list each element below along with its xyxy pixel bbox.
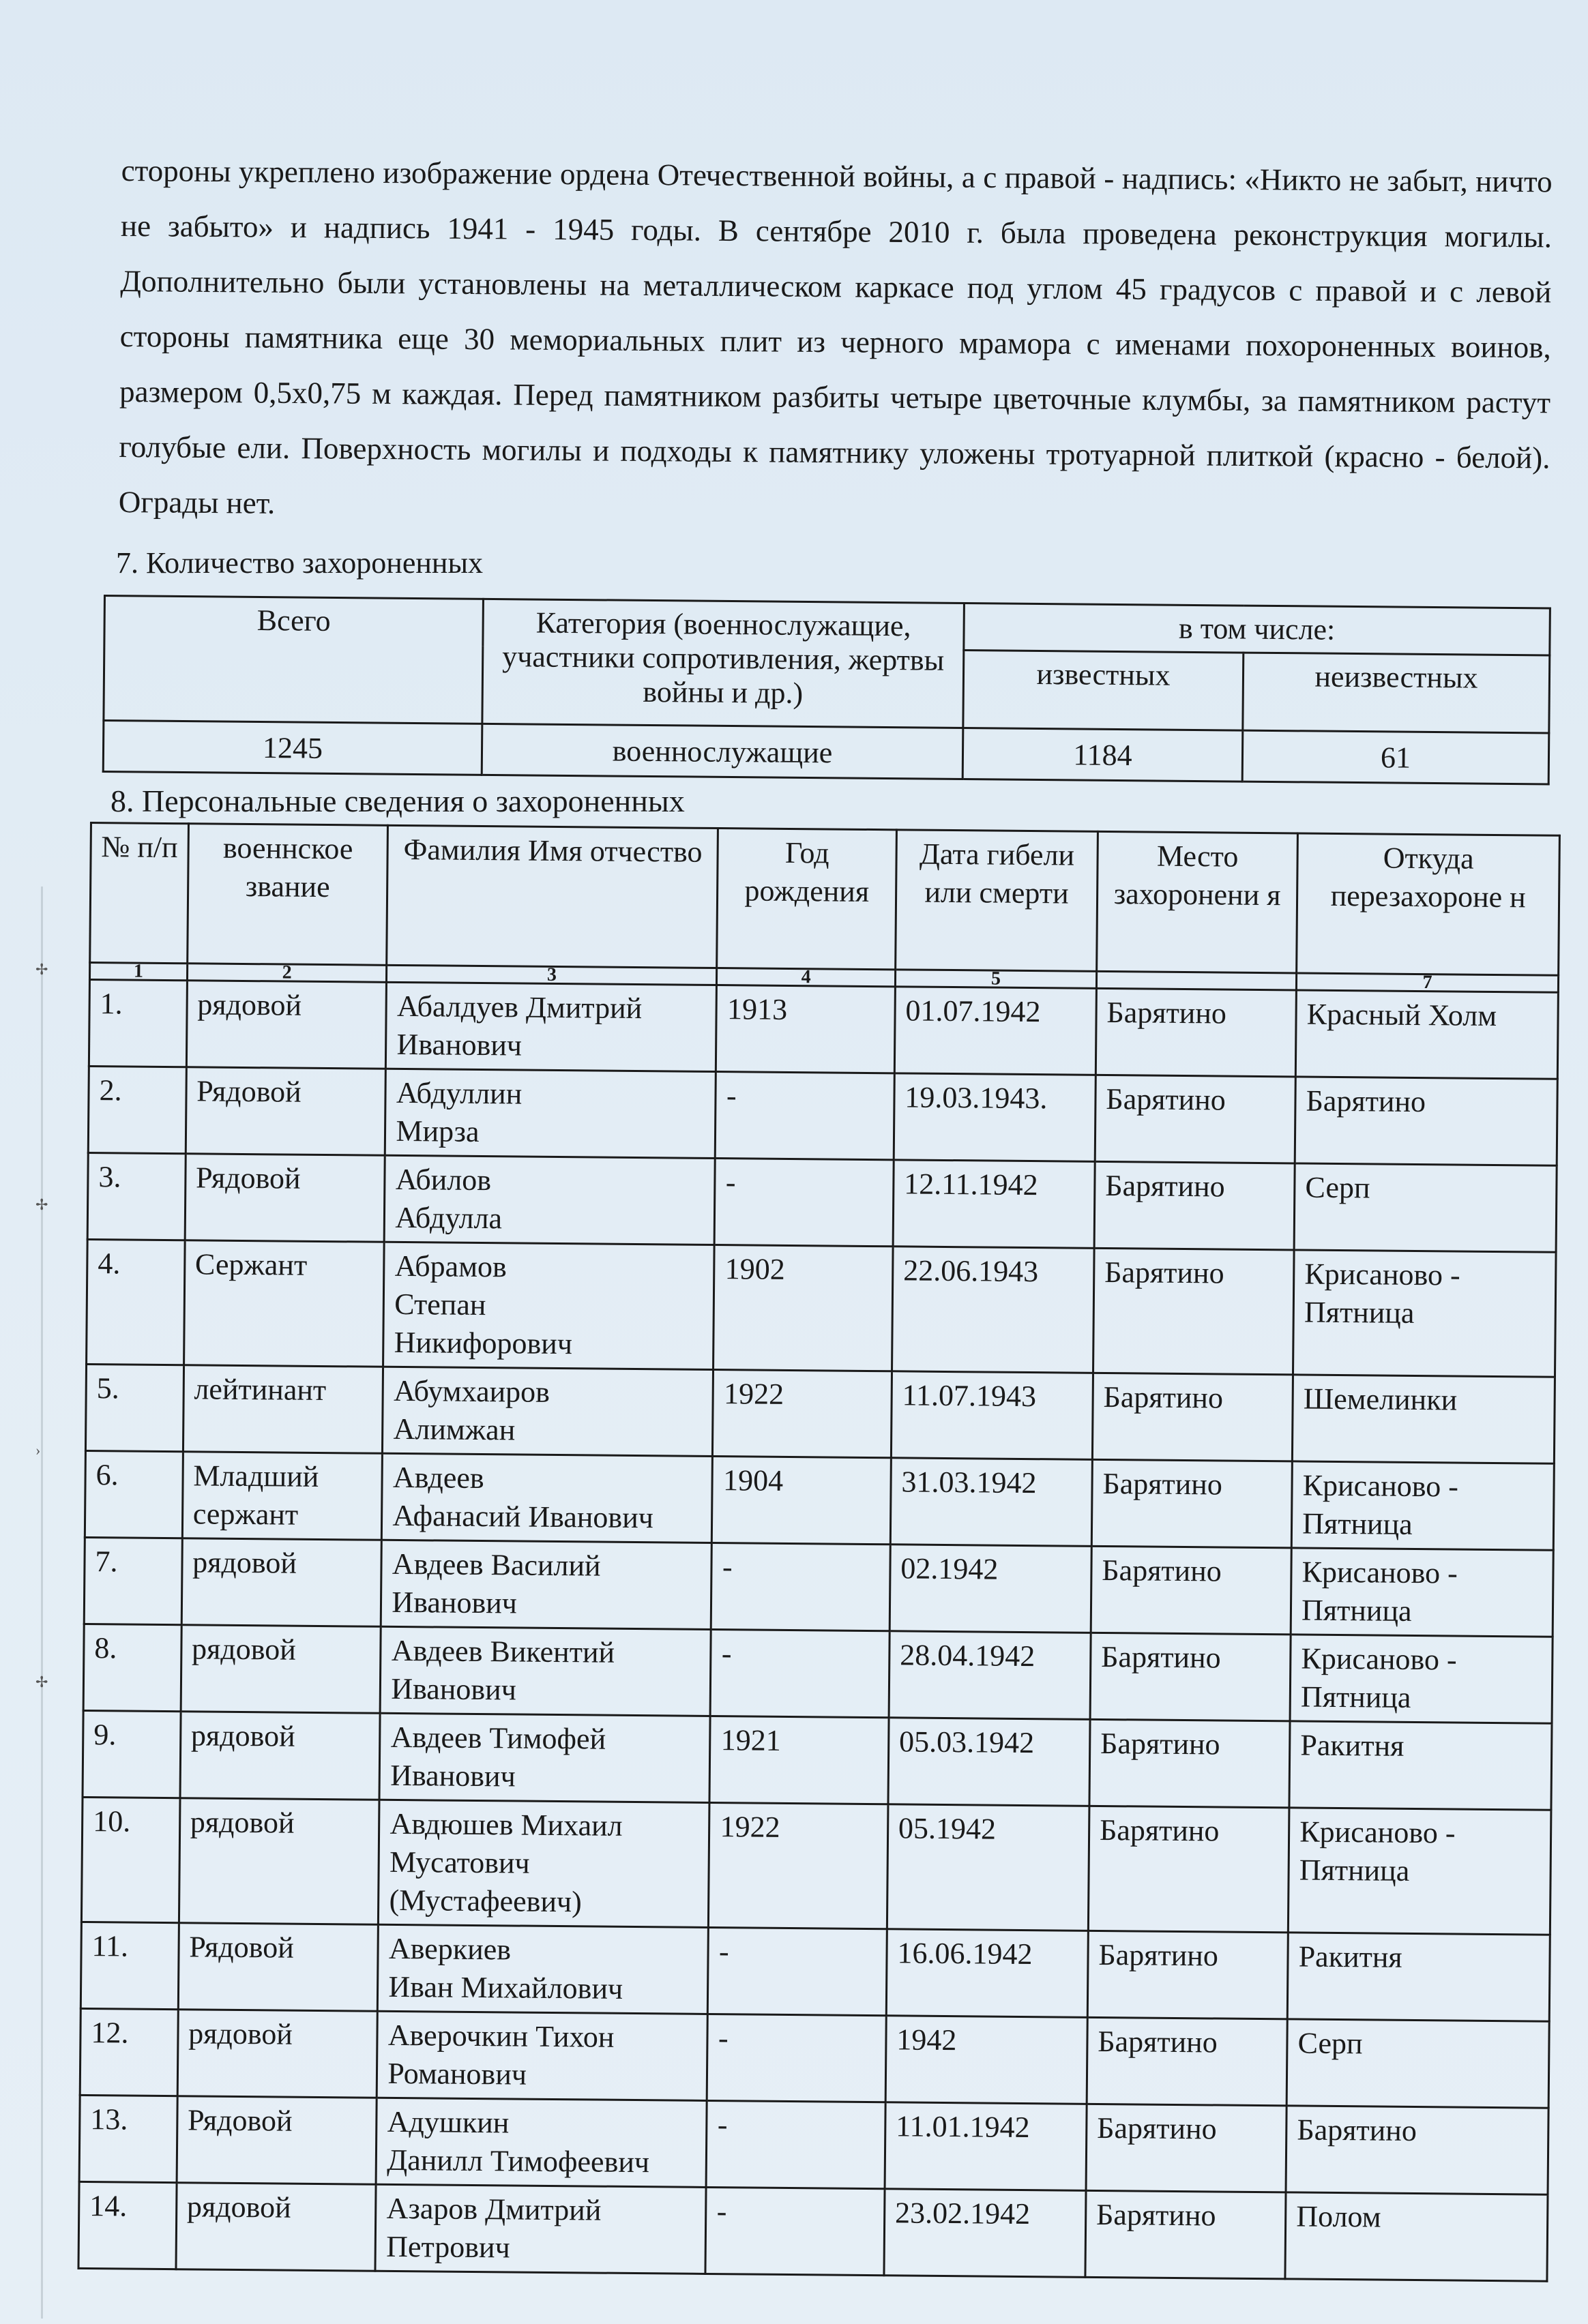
staple-hole-icon: ›	[35, 1442, 41, 1459]
full-name	[379, 1713, 710, 1802]
table-row	[88, 1066, 1557, 1165]
military-rank: рядовой	[181, 1538, 382, 1627]
name-line: Адушкин	[387, 2104, 510, 2140]
header-death-date: Дата гибели или смерти	[896, 830, 1098, 972]
death-date: 01.07.1942	[894, 987, 1096, 1075]
row-number: 6.	[85, 1450, 183, 1538]
name-line: Авдюшев Михаил	[389, 1806, 623, 1843]
header-category: Категория (военнослужащие, участники сопротивления, жертвы войны и др.)	[482, 599, 965, 728]
category-value: военнослужащие	[482, 724, 963, 779]
burial-place: Барятино	[1094, 1161, 1295, 1250]
name-line: Романович	[387, 2056, 527, 2091]
military-rank: Рядовой	[185, 1154, 385, 1242]
column-number: 3	[387, 965, 717, 985]
reburied-from: Ракитня	[1287, 1933, 1550, 2021]
reburied-from: Крисаново - Пятница	[1290, 1635, 1553, 1723]
birth-year: 1922	[709, 1802, 888, 1928]
military-rank: Рядовой	[177, 2096, 377, 2185]
name-line: Авдеев Василий	[392, 1547, 601, 1583]
full-name	[385, 1155, 716, 1245]
full-name	[383, 1242, 715, 1369]
name-line: Абдуллин	[396, 1075, 523, 1111]
name-line: Аверкиев	[388, 1931, 512, 1967]
military-rank: рядовой	[186, 981, 387, 1069]
staple-hole-icon: ✢	[35, 1673, 48, 1690]
row-number: 8.	[83, 1624, 181, 1711]
name-line: Азаров Дмитрий	[386, 2191, 602, 2227]
birth-year: -	[715, 1159, 894, 1247]
reburied-from: Барятино	[1295, 1077, 1557, 1165]
unknown-value: 61	[1242, 730, 1549, 784]
binding-crease	[41, 887, 43, 2319]
military-rank: Рядовой	[178, 1923, 379, 2012]
reburied-from: Шемелинки	[1293, 1375, 1555, 1463]
burial-count-table	[102, 595, 1551, 786]
birth-year: 1913	[716, 985, 896, 1073]
section-7-title: 7. Количество захороненных	[116, 546, 484, 580]
table-row	[80, 2008, 1549, 2108]
staple-hole-icon: ✢	[35, 961, 48, 978]
military-rank: рядовой	[180, 1712, 381, 1800]
name-line: Абумхаиров	[393, 1373, 550, 1409]
name-line: Иванович	[396, 1027, 523, 1062]
death-date: 05.1942	[887, 1804, 1089, 1931]
table-row	[84, 1537, 1553, 1637]
death-date: 28.04.1942	[889, 1631, 1091, 1720]
row-number: 12.	[80, 2008, 178, 2096]
birth-year: 1902	[714, 1245, 893, 1371]
military-rank: рядовой	[176, 2183, 377, 2271]
death-date: 31.03.1942	[890, 1458, 1092, 1547]
full-name	[385, 1069, 716, 1158]
header-total: Всего	[104, 596, 484, 724]
header-unknown: неизвестных	[1243, 653, 1550, 733]
name-line: Авдеев	[392, 1460, 484, 1495]
header-name: Фамилия Имя отчество	[387, 825, 718, 968]
header-reburied-from: Откуда перезахороне н	[1297, 833, 1560, 975]
table-row	[79, 2095, 1548, 2194]
header-burial-place: Место захоронени я	[1097, 831, 1298, 973]
column-number: 4	[717, 968, 896, 987]
burial-place: Барятино	[1095, 1075, 1295, 1163]
name-line: Авдеев Тимофей	[390, 1720, 606, 1756]
name-line: Авдеев Викентий	[391, 1633, 615, 1669]
row-number: 14.	[78, 2181, 177, 2269]
full-name	[383, 1367, 714, 1456]
reburied-from: Крисаново - Пятница	[1291, 1461, 1554, 1550]
header-rank: военнское звание	[187, 824, 387, 966]
military-rank: рядовой	[181, 1625, 381, 1714]
full-name	[381, 1626, 711, 1716]
header-num: № п/п	[90, 823, 189, 964]
burial-place: Барятино	[1091, 1546, 1291, 1635]
table-row	[81, 1797, 1551, 1935]
name-line: Абилов	[395, 1162, 492, 1197]
known-value: 1184	[962, 728, 1243, 782]
full-name	[377, 2011, 708, 2100]
burial-place: Барятино	[1089, 1719, 1290, 1808]
staple-hole-icon: ✢	[35, 1196, 48, 1213]
military-rank: Сержант	[183, 1240, 384, 1367]
table-row	[87, 1239, 1557, 1377]
death-date: 1942	[885, 2016, 1087, 2104]
full-name	[378, 1924, 709, 2014]
row-number: 9.	[83, 1710, 181, 1798]
table-row	[85, 1364, 1555, 1463]
table-row	[78, 2181, 1548, 2281]
military-rank: рядовой	[177, 2010, 378, 2098]
name-line: Никифорович	[394, 1325, 573, 1361]
birth-year: -	[707, 2100, 886, 2188]
name-line: Аверочкин Тихон	[387, 2018, 615, 2054]
table-row	[83, 1710, 1552, 1810]
birth-year: 1921	[709, 1716, 889, 1804]
name-line: Степан	[394, 1287, 486, 1322]
name-line: Мирза	[396, 1114, 480, 1148]
burial-place: Барятино	[1096, 988, 1296, 1077]
column-number: 7	[1297, 973, 1559, 992]
section-8-title: 8. Персональные сведения о захороненных	[111, 784, 685, 818]
burial-place: Барятино	[1092, 1373, 1293, 1461]
name-line: Петрович	[385, 2229, 510, 2265]
birth-year: 1922	[713, 1370, 892, 1458]
reburied-from: Крисаново - Пятница	[1291, 1548, 1553, 1637]
death-date: 11.07.1943	[891, 1371, 1093, 1460]
burial-place: Барятино	[1093, 1248, 1294, 1375]
death-date: 12.11.1942	[893, 1160, 1095, 1249]
birth-year: -	[705, 2187, 885, 2275]
name-line: Алимжан	[393, 1412, 516, 1447]
full-name	[376, 2098, 707, 2187]
reburied-from: Ракитня	[1289, 1721, 1552, 1810]
death-date: 19.03.1943.	[894, 1073, 1096, 1162]
name-line: Мусатович	[389, 1845, 530, 1880]
reburied-from: Крисаново - Пятница	[1293, 1250, 1556, 1377]
persons-table-body	[78, 980, 1558, 2282]
full-name	[375, 2184, 706, 2274]
death-date: 02.1942	[889, 1545, 1091, 1633]
full-name	[382, 1453, 713, 1543]
name-line: (Мустафеевич)	[389, 1883, 583, 1919]
birth-year: -	[711, 1543, 891, 1630]
monument-description-paragraph: стороны укреплено изображение ордена Отечественной войны, а с правой - надпись: «Никто не забыт, ничто не забыто» и надпись 1941 - 1945 годы. В сентябре 2010 г. была проведена реконструкция могилы. Дополнительно были установлены на металлическом каркасе под углом 45 градусов с правой и с левой стороны памятника еще 30 мемориальных плит из черного мрамора с именами похороненных воинов, размером 0,5х0,75 м каждая. Перед памятником разбиты четыре цветочные клумбы, за памятником растут голубые ели. Поверхность могилы и подходы к памятнику уложены тротуарной плиткой (красно - белой). Ограды нет.	[118, 153, 1553, 520]
row-number: 2.	[88, 1066, 186, 1153]
row-number: 1.	[89, 980, 187, 1067]
birth-year: 1904	[712, 1457, 892, 1545]
name-line: Абдулла	[395, 1200, 503, 1236]
name-line: Иван Михайлович	[388, 1969, 623, 2006]
birth-year: -	[708, 1927, 887, 2015]
burial-place: Барятино	[1086, 2104, 1286, 2192]
name-line: Абрамов	[394, 1249, 508, 1284]
birth-year: -	[716, 1072, 895, 1160]
buried-persons-table	[77, 822, 1560, 2282]
burial-place: Барятино	[1085, 2190, 1286, 2279]
name-line: Иванович	[392, 1585, 518, 1620]
reburied-from: Серп	[1286, 2019, 1549, 2108]
military-rank: Младший сержант	[182, 1452, 383, 1540]
birth-year: -	[711, 1629, 890, 1717]
name-line: Афанасий Иванович	[392, 1498, 654, 1535]
military-rank: Рядовой	[186, 1067, 386, 1156]
row-number: 4.	[87, 1239, 185, 1365]
death-date: 23.02.1942	[884, 2189, 1086, 2278]
row-number: 5.	[85, 1364, 183, 1451]
full-name	[381, 1540, 712, 1629]
row-number: 3.	[87, 1152, 186, 1240]
column-number	[1096, 971, 1296, 990]
table-row	[85, 1450, 1554, 1550]
death-date: 05.03.1942	[888, 1718, 1090, 1806]
full-name	[379, 1800, 710, 1927]
table-row	[87, 1152, 1557, 1252]
header-including: в том числе:	[964, 604, 1550, 655]
death-date: 16.06.1942	[886, 1929, 1088, 2018]
burial-place: Барятино	[1087, 1931, 1288, 2019]
military-rank: рядовой	[179, 1798, 379, 1925]
reburied-from: Серп	[1294, 1163, 1557, 1252]
reburied-from: Полом	[1285, 2192, 1548, 2281]
reburied-from: Барятино	[1286, 2106, 1548, 2194]
burial-place: Барятино	[1087, 2017, 1287, 2106]
column-number: 2	[187, 964, 387, 983]
death-date: 11.01.1942	[885, 2102, 1087, 2191]
name-line: Данилл Тимофеевич	[387, 2143, 650, 2179]
row-number: 10.	[81, 1797, 179, 1922]
name-line: Иванович	[391, 1671, 517, 1707]
table-row	[80, 1922, 1550, 2021]
total-value: 1245	[103, 721, 482, 775]
birth-year: -	[707, 2014, 887, 2102]
death-date: 22.06.1943	[892, 1247, 1094, 1373]
reburied-from: Красный Холм	[1295, 990, 1558, 1079]
military-rank: лейтинант	[183, 1365, 383, 1454]
name-line: Абалдуев Дмитрий	[396, 989, 643, 1026]
column-number: 1	[89, 963, 187, 981]
column-number: 5	[895, 970, 1096, 989]
full-name	[386, 982, 717, 1071]
header-birth-year: Год рождения	[717, 829, 896, 970]
header-known: известных	[963, 651, 1244, 731]
row-number: 11.	[80, 1922, 179, 2009]
row-number: 7.	[84, 1537, 182, 1624]
table-row	[89, 980, 1558, 1079]
burial-place: Барятино	[1091, 1459, 1292, 1548]
reburied-from: Крисаново - Пятница	[1289, 1808, 1551, 1935]
table-row	[83, 1624, 1553, 1723]
name-line: Иванович	[390, 1758, 516, 1793]
burial-place: Барятино	[1090, 1633, 1291, 1721]
row-number: 13.	[79, 2095, 177, 2182]
burial-place: Барятино	[1088, 1806, 1289, 1933]
